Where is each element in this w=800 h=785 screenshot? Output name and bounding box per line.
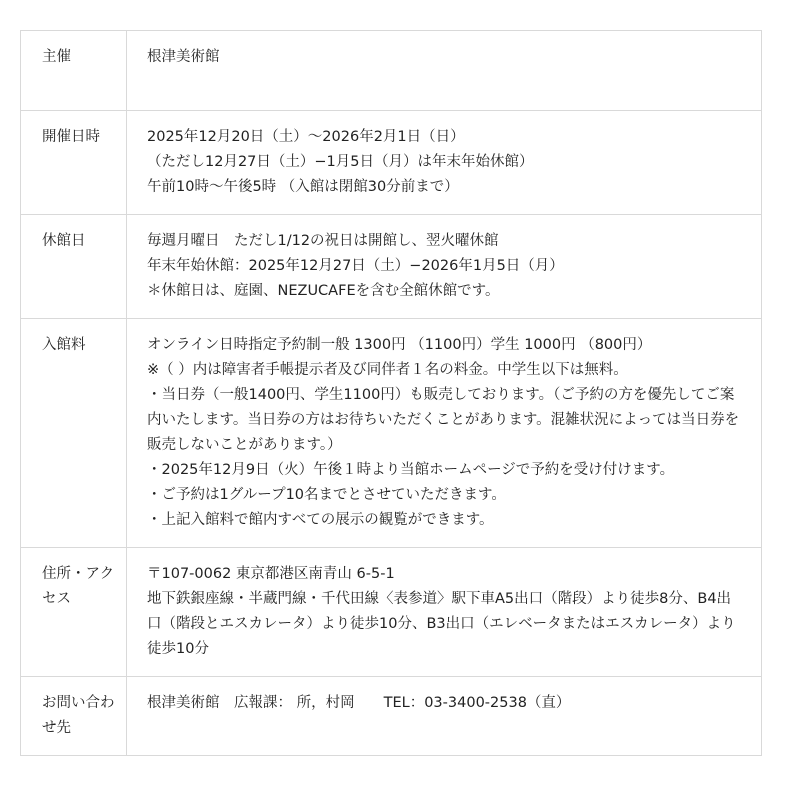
- admission-line-5: ・ご予約は1グループ10名までとさせていただきます。: [147, 487, 506, 503]
- row-label-closed-days: 休館日: [21, 215, 127, 319]
- row-content-closed-days: [127, 215, 762, 319]
- exhibition-info-table: [20, 30, 762, 756]
- admission-line-4: ・2025年12月9日（火）午後１時より当館ホームページで予約を受け付けます。: [147, 462, 675, 478]
- row-label-admission: 入館料: [21, 319, 127, 548]
- access-directions: 地下鉄銀座線・半蔵門線・千代田線〈表参道〉駅下車A5出口（階段）より徒歩8分、B4出口（階段とエスカレータ）より徒歩10分、B3出口（エレベータまたはエスカレータ）より徒歩10分: [147, 591, 736, 657]
- admission-line-6: ・上記入館料で館内すべての展示の観覧ができます。: [147, 512, 494, 528]
- row-label-organizer: 主催: [21, 31, 127, 111]
- table-row-admission: [21, 319, 762, 548]
- dates-line-1: 2025年12月20日（土）〜2026年2月1日（日）: [147, 129, 465, 145]
- row-label-dates: 開催日時: [21, 111, 127, 215]
- row-content-organizer: [127, 31, 762, 111]
- row-content-contact: [127, 677, 762, 756]
- table-row-dates: [21, 111, 762, 215]
- organizer-text: 根津美術館: [147, 49, 220, 65]
- row-content-access: [127, 548, 762, 677]
- dates-line-2: （ただし12月27日（土）−1月5日（月）は年末年始休館）: [147, 154, 534, 170]
- table-row-access: [21, 548, 762, 677]
- admission-line-1: オンライン日時指定予約制一般 1300円 （1100円）学生 1000円 （800円）: [147, 337, 652, 353]
- closed-days-line-3: ＊休館日は、庭園、NEZUCAFEを含む全館休館です。: [147, 283, 500, 299]
- contact-text: 根津美術館 広報課： 所，村岡 TEL：03-3400-2538（直）: [147, 695, 571, 711]
- address-line: 〒107-0062 東京都港区南青山 6-5-1: [147, 566, 395, 582]
- table-row-contact: [21, 677, 762, 756]
- admission-line-2: ※（ ）内は障害者手帳提示者及び同伴者１名の料金。中学生以下は無料。: [147, 362, 628, 378]
- admission-line-3: ・当日券（一般1400円、学生1100円）も販売しております。（ご予約の方を優先してご案内いたします。当日券の方はお待ちいただくことがあります。混雑状況によっては当日券を販売しないことがあります。）: [147, 387, 740, 453]
- row-content-admission: [127, 319, 762, 548]
- table-row-closed-days: [21, 215, 762, 319]
- dates-line-3: 午前10時〜午後5時 （入館は閉館30分前まで）: [147, 179, 459, 195]
- closed-days-line-2: 年末年始休館：2025年12月27日（土）−2026年1月5日（月）: [147, 258, 564, 274]
- row-label-contact: お問い合わせ先: [21, 677, 127, 756]
- row-content-dates: [127, 111, 762, 215]
- closed-days-line-1: 毎週月曜日 ただし1/12の祝日は開館し、翌火曜休館: [147, 233, 499, 249]
- table-row-organizer: [21, 31, 762, 111]
- row-label-access: 住所・アクセス: [21, 548, 127, 677]
